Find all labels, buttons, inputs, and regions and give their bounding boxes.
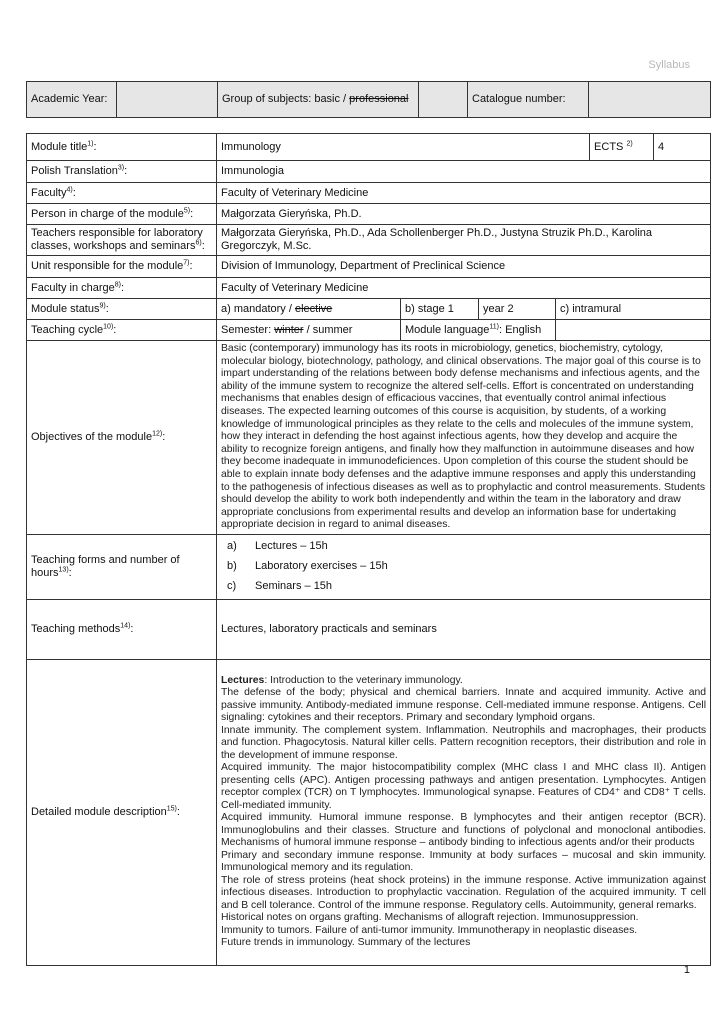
teaching-cycle-label: Teaching cycle$^{10)}$: <box>27 320 217 341</box>
teaching-forms-list <box>217 534 711 599</box>
unit-row <box>27 256 711 278</box>
faculty-in-charge-label: Faculty in charge$^{8)}$: <box>27 278 217 299</box>
unit-value: Division of Immunology, Department of Preclinical Science <box>217 256 711 278</box>
teaching-methods-label: Teaching methods$^{14)}$: <box>27 599 217 659</box>
unit-label: Unit responsible for the module$^{7)}$: <box>27 256 217 278</box>
status-stage: b) stage 1 <box>401 299 479 320</box>
page-number: 1 <box>683 964 690 976</box>
teachers-row <box>27 225 711 256</box>
module-language: Module language$^{11)}$: English <box>401 320 556 341</box>
description-row <box>27 659 711 965</box>
faculty-in-charge-value: Faculty of Veterinary Medicine <box>217 278 711 299</box>
status-intramural: c) intramural <box>556 299 711 320</box>
teaching-forms-row <box>27 534 711 599</box>
faculty-value: Faculty of Veterinary Medicine <box>217 183 711 204</box>
polish-translation-row <box>27 161 711 183</box>
syllabus-table <box>26 133 711 966</box>
module-title-label: Module title$^{1)}$: <box>27 134 217 161</box>
list-item: b) Laboratory exercises – 15h <box>227 560 388 573</box>
teaching-cycle-row <box>27 320 711 341</box>
polish-translation-value: Immunologia <box>217 161 711 183</box>
semester-value: Semester: winter / summer <box>217 320 401 341</box>
group-prefix: Group of subjects: basic / <box>222 93 350 105</box>
description-label: Detailed module description$^{15)}$: <box>27 659 217 965</box>
ects-label: ECTS $^{2)}$ <box>590 134 654 161</box>
person-in-charge-value: Małgorzata Gieryńska, Ph.D. <box>217 204 711 225</box>
page-tag: Syllabus <box>648 59 690 71</box>
faculty-in-charge-row <box>27 278 711 299</box>
module-status-row <box>27 299 711 320</box>
group-value <box>419 82 468 118</box>
academic-year-value <box>117 82 218 118</box>
group-struck: professional <box>349 93 409 105</box>
description-text: Lectures: Introduction to the veterinary immunology. The defense of the body; physical and chemical barriers. Innate and acquired immunity. Active and passive immunity. Antibody-mediated immune response. Cell-mediated immune response. Antigens. Cell signaling: cytokines and their receptors. Primary and secondary lymphoid organs. Innate immunity. The complement system. Inflammation. Neutrophils and macrophages, their products and function. Phagocytosis. Natural killer cells. Pattern recognition receptors, their distribution and role in the development of immune response. Acquired immunity. The major histocompatibility complex (MHC class I and MHC class II). Antigen presenting cells (APC). Antigen processing pathways and antigen presentation. Lymphocytes. Antigen receptor complex (TCR) on T lymphocytes. Immunological synapse. Features of CD4⁺ and CD8⁺ T cells. Cell-mediated immunity. Acquired immunity. Humoral immune response. B lymphocytes and their antigen receptor (BCR). Immunoglobulins and their classes. Structure and functions of polyclonal and monoclonal antibodies. Mechanisms of humoral immune response – antibody binding to infectious agents and/or their products Primary and secondary immune response. Immunity at body surfaces – mucosal and skin immunity. Immunological memory and its regulation. The role of stress proteins (heat shock proteins) in the immune response. Active immunization against infectious diseases. Introduction to prophylactic vaccination. Regulation of the acquired immunity. T cell and B cell tolerance. Control of the immune response. Regulatory cells. Autoimmunity, general remarks. Historical notes on organs grafting. Mechanisms of allograft rejection. Immunosuppression. Immunity to tumors. Failure of anti-tumor immunity. Immunotherapy in neoplastic diseases. Future trends in immunology. Summary of the lectures <box>217 659 711 965</box>
faculty-row <box>27 183 711 204</box>
faculty-label: Faculty$^{4)}$: <box>27 183 217 204</box>
list-item: a) Lectures – 15h <box>227 540 328 553</box>
teaching-forms-label: Teaching forms and number of hours$^{13)}$: <box>27 534 217 599</box>
ects-value: 4 <box>654 134 711 161</box>
status-year: year 2 <box>479 299 556 320</box>
header-table <box>26 81 711 118</box>
module-title-value: Immunology <box>217 134 590 161</box>
catalogue-label: Catalogue number: <box>468 82 589 118</box>
catalogue-value <box>589 82 711 118</box>
teaching-methods-value: Lectures, laboratory practicals and seminars <box>217 599 711 659</box>
list-item: c) Seminars – 15h <box>227 580 333 593</box>
teaching-methods-row <box>27 599 711 659</box>
teachers-label: Teachers responsible for laboratory classes, workshops and seminars$^{6)}$: <box>27 225 217 256</box>
teachers-value: Małgorzata Gieryńska, Ph.D., Ada Schollenberger Ph.D., Justyna Struzik Ph.D., Karolina Gregorczyk, M.Sc. <box>217 225 711 256</box>
module-title-row <box>27 134 711 161</box>
person-in-charge-row <box>27 204 711 225</box>
objectives-label: Objectives of the module$^{12)}$: <box>27 341 217 535</box>
status-mandatory: a) mandatory / elective <box>217 299 401 320</box>
objectives-text: Basic (contemporary) immunology has its roots in microbiology, genetics, biochemistry, cytology, molecular biology, biotechnology, pathology, and clinical observations. The major goal of this course is to impart understanding of the relations between body defense mechanisms and infectious agents, and the ability of the immune system to recognize the altered self-cells. Effort is concentrated on understanding mechanisms that enables design of efficacious vaccines, that eventually control animal infectious diseases. The expected learning outcomes of this course is acquisition, by students, of a working knowledge of immunological principles as they relate to the cells and molecules of the immune system, how they interact in defending the host against infectious agents, how they develop and acquire the ability to recognize foreign antigens, and finally how they malfunction in autoimmune diseases and how they become inadequate in immunodeficiences. Upon completion of this course the student should be able to explain innate body defenses and the adaptive immune responses and apply this understanding to the pathogenesis of infectious diseases as well as to prophylactic and control measurements. Students should develop the ability to work both independently and within the team in the laboratory and draw appropriate conclusions from experimental results and develop an information base for undertaking appropriate decision in regard to animal diseases. <box>217 341 711 535</box>
objectives-row <box>27 341 711 535</box>
academic-year-label: Academic Year: <box>27 82 117 118</box>
module-status-label: Module status$^{9)}$: <box>27 299 217 320</box>
group-of-subjects <box>218 82 419 118</box>
person-in-charge-label: Person in charge of the module$^{5)}$: <box>27 204 217 225</box>
cycle-empty-cell <box>556 320 711 341</box>
polish-translation-label: Polish Translation$^{3)}$: <box>27 161 217 183</box>
